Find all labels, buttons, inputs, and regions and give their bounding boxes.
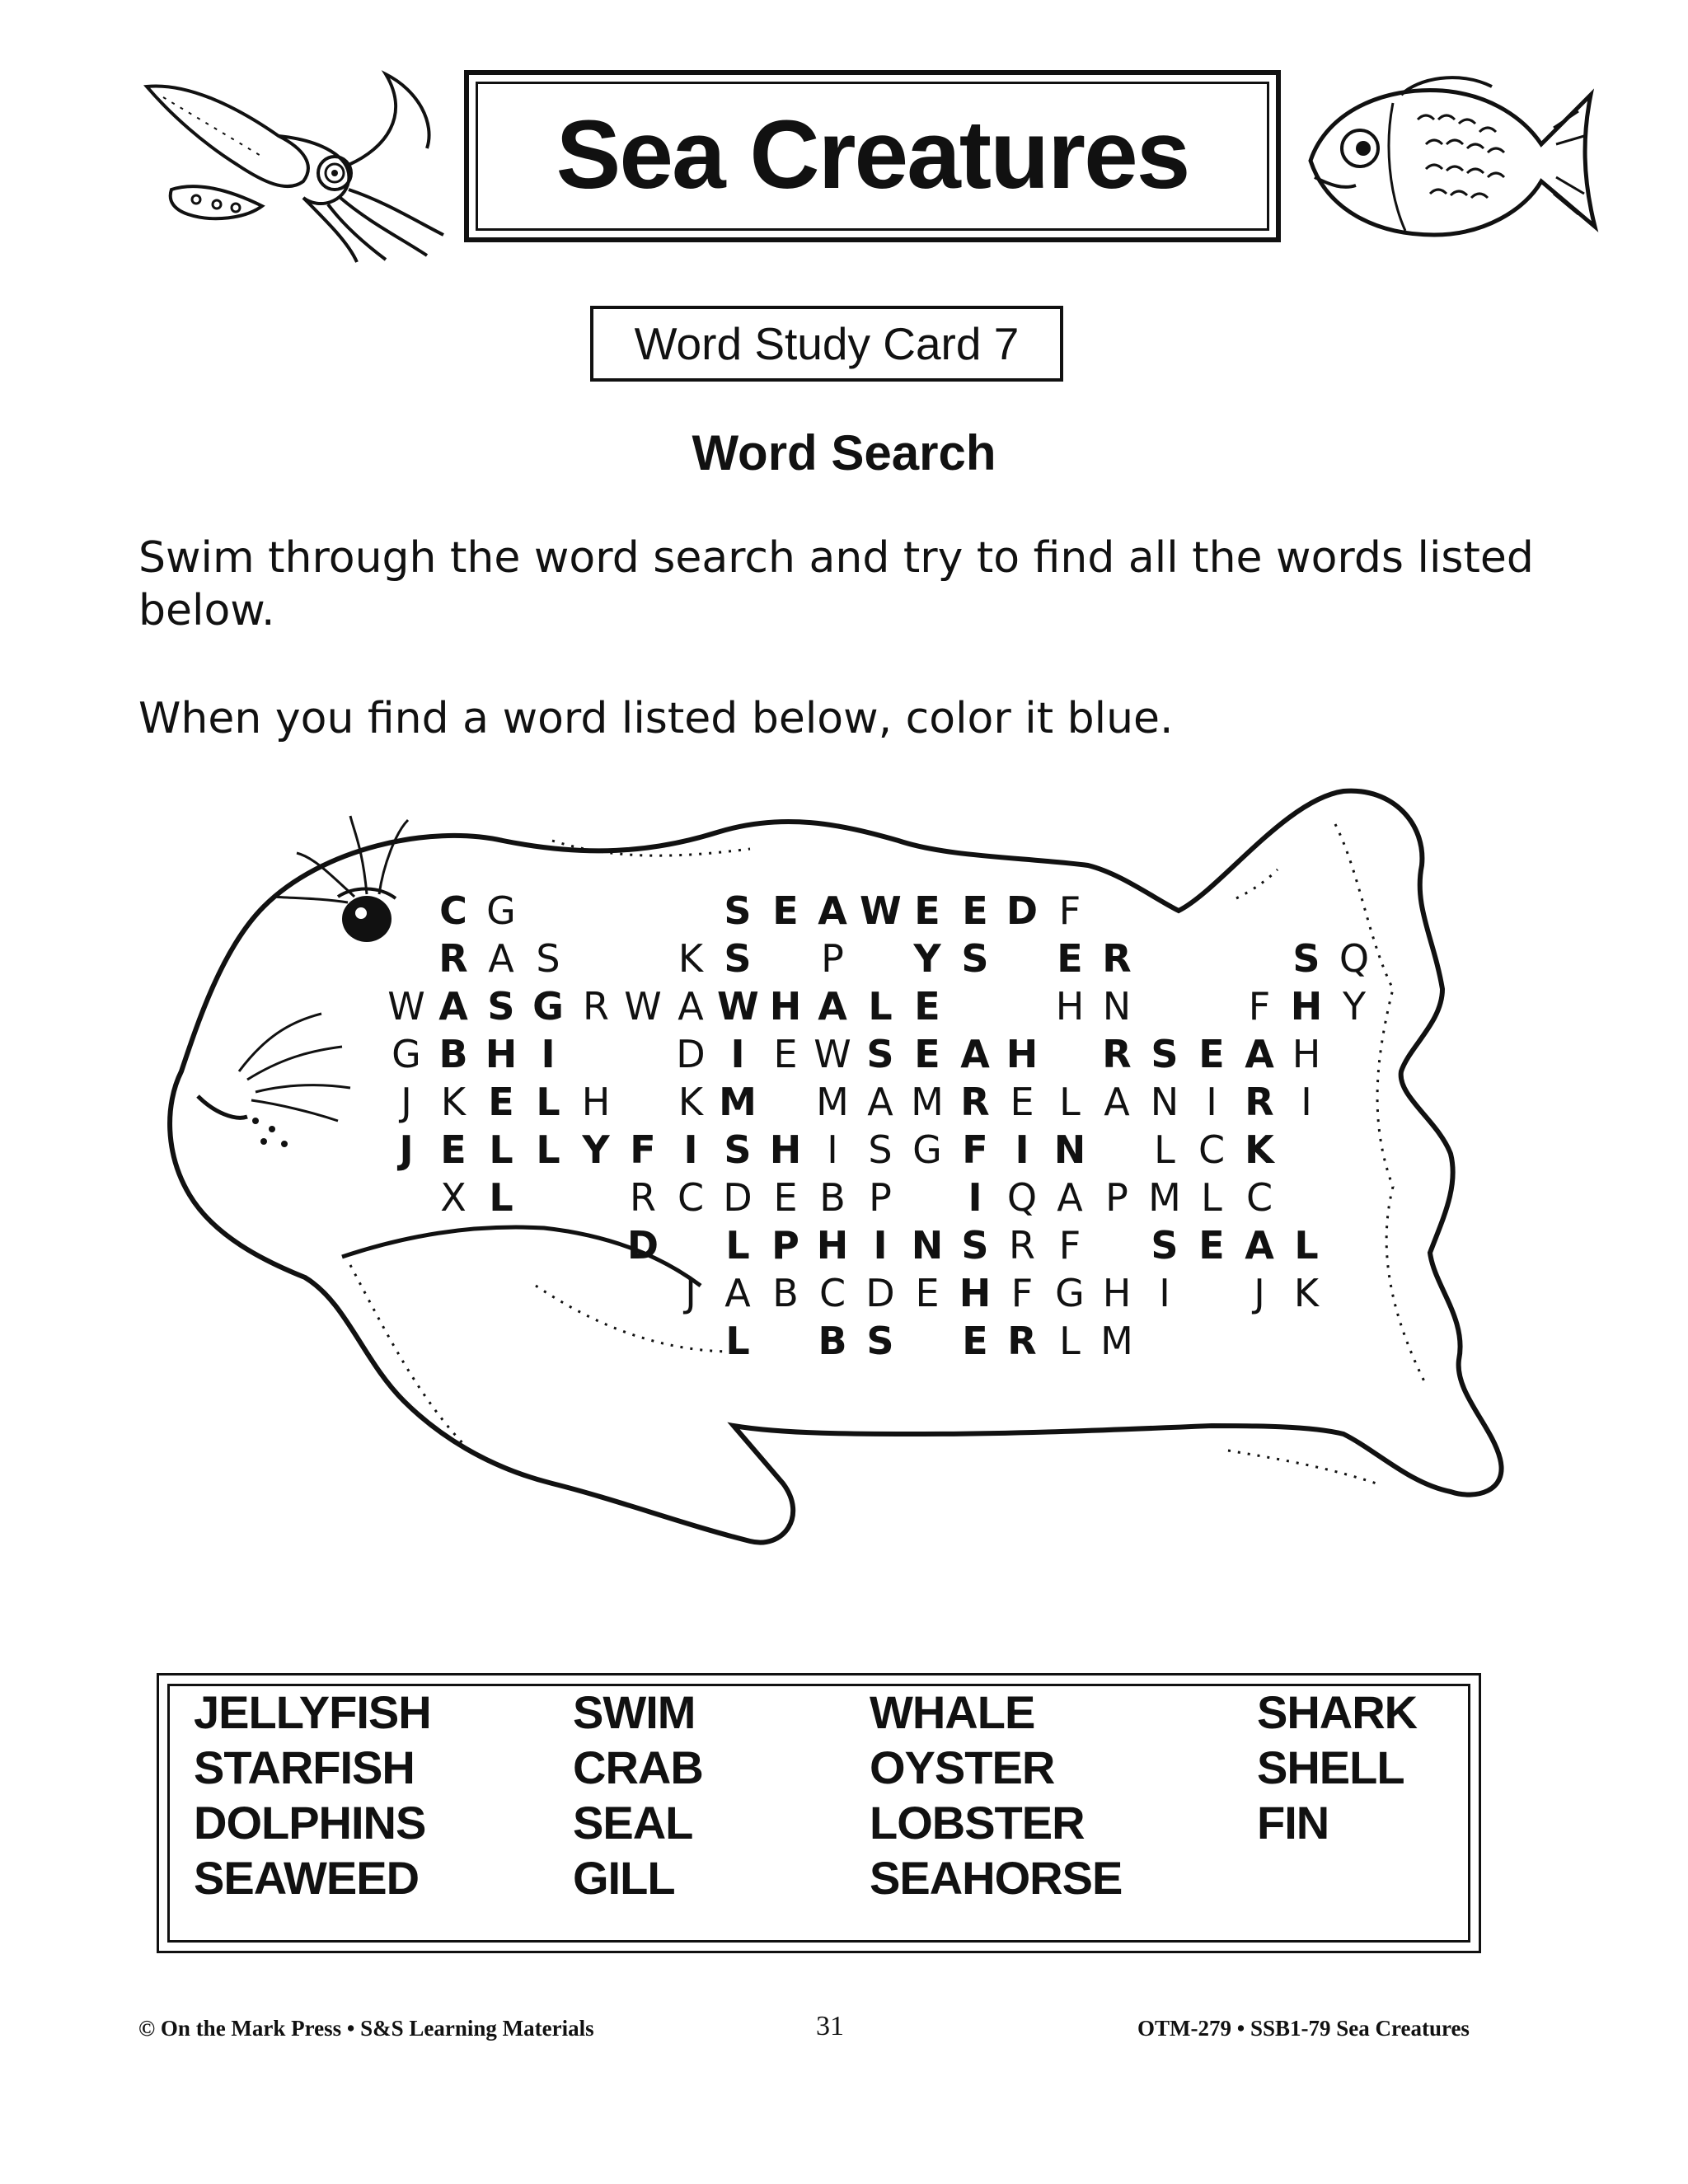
puzzle-letter: E (488, 1080, 514, 1124)
puzzle-letter: E (914, 1032, 940, 1076)
puzzle-letter: M (911, 1080, 944, 1124)
puzzle-letter: N (1053, 1127, 1086, 1172)
puzzle-letter: L (1154, 1127, 1175, 1172)
puzzle-letter: F (1058, 1223, 1081, 1268)
puzzle-letter: E (1010, 1080, 1034, 1124)
puzzle-letter: D (723, 1175, 753, 1220)
puzzle-letter: E (773, 1175, 798, 1220)
puzzle-letter: L (489, 1175, 513, 1220)
puzzle-letter: R (960, 1080, 990, 1124)
puzzle-letter: B (438, 1032, 468, 1076)
puzzle-letter: D (676, 1032, 706, 1076)
puzzle-letter: P (869, 1175, 892, 1220)
puzzle-letter: S (724, 888, 752, 933)
puzzle-letter: L (489, 1127, 513, 1172)
puzzle-letter: H (1055, 984, 1085, 1029)
puzzle-letter: J (685, 1271, 696, 1315)
puzzle-letter: L (868, 984, 893, 1029)
puzzle-letter: S (866, 1319, 894, 1363)
puzzle-letter: W (814, 1032, 851, 1076)
puzzle-letter: S (961, 936, 989, 981)
puzzle-letter: L (725, 1223, 750, 1268)
puzzle-letter: D (1006, 888, 1039, 933)
word-item: JELLYFISH (194, 1686, 431, 1738)
word-item: FIN (1257, 1797, 1329, 1849)
puzzle-letter: Q (1339, 936, 1370, 981)
puzzle-letter: S (868, 1127, 893, 1172)
puzzle-letter: K (1245, 1127, 1274, 1172)
word-item: GILL (573, 1852, 675, 1904)
fish-illustration (1294, 62, 1607, 260)
puzzle-letter: G (486, 888, 516, 933)
puzzle-letter: A (438, 984, 468, 1029)
puzzle-letter: N (1102, 984, 1132, 1029)
puzzle-letter: M (719, 1080, 757, 1124)
puzzle-letter: W (860, 888, 902, 933)
puzzle-letter: H (581, 1080, 611, 1124)
puzzle-letter: H (1290, 984, 1323, 1029)
instruction-2: When you find a word listed below, color it blue. (138, 694, 1174, 743)
puzzle-letter: L (536, 1127, 560, 1172)
puzzle-letter: A (960, 1032, 990, 1076)
puzzle-letter: E (1198, 1223, 1225, 1268)
puzzle-letter: G (1055, 1271, 1085, 1315)
puzzle-letter: S (961, 1223, 989, 1268)
puzzle-letter: M (816, 1080, 849, 1124)
puzzle-letter: S (536, 936, 560, 981)
puzzle-letter: E (962, 1319, 988, 1363)
puzzle-letter: F (1248, 984, 1271, 1029)
puzzle-letter: H (769, 1127, 802, 1172)
puzzle-letter: C (1245, 1175, 1273, 1220)
page-title: Sea Creatures (556, 101, 1189, 209)
word-item: CRAB (573, 1741, 703, 1793)
word-item: DOLPHINS (194, 1797, 426, 1849)
puzzle-letter: F (1058, 888, 1081, 933)
puzzle-letter: D (865, 1271, 895, 1315)
puzzle-letter: Y (913, 936, 941, 981)
puzzle-letter: A (678, 984, 704, 1029)
puzzle-letter: B (818, 1319, 847, 1363)
puzzle-letter: R (1102, 936, 1132, 981)
card-label: Word Study Card 7 (590, 306, 1063, 382)
puzzle-letter: I (1159, 1271, 1170, 1315)
puzzle-letter: K (440, 1080, 467, 1124)
puzzle-letter: R (438, 936, 468, 981)
puzzle-letter: A (724, 1271, 751, 1315)
puzzle-letter: F (962, 1127, 988, 1172)
puzzle-letter: E (1057, 936, 1083, 981)
puzzle-letter: E (914, 888, 940, 933)
puzzle-letter: I (873, 1223, 888, 1268)
puzzle-letter: G (912, 1127, 942, 1172)
puzzle-letter: S (1151, 1032, 1179, 1076)
puzzle-letter: S (724, 936, 752, 981)
puzzle-letter: G (532, 984, 564, 1029)
puzzle-letter: W (387, 984, 425, 1029)
puzzle-letter: S (1292, 936, 1320, 981)
puzzle-letter: I (1301, 1080, 1312, 1124)
puzzle-letter: W (624, 984, 662, 1029)
puzzle-letter: S (1151, 1223, 1179, 1268)
puzzle-letter: H (816, 1223, 849, 1268)
puzzle-letter: J (1254, 1271, 1265, 1315)
puzzle-letter: H (1292, 1032, 1321, 1076)
puzzle-letter: L (1059, 1319, 1081, 1363)
puzzle-letter: P (821, 936, 844, 981)
puzzle-letter: M (1100, 1319, 1133, 1363)
puzzle-letter: C (677, 1175, 705, 1220)
puzzle-letter: A (867, 1080, 893, 1124)
word-item: SHELL (1257, 1741, 1404, 1793)
puzzle-letter: N (1150, 1080, 1179, 1124)
puzzle-letter: H (1102, 1271, 1132, 1315)
puzzle-letter: H (1006, 1032, 1039, 1076)
word-item: OYSTER (870, 1741, 1055, 1793)
puzzle-letter: R (1009, 1223, 1035, 1268)
puzzle-letter: B (819, 1175, 846, 1220)
puzzle-letter: Y (582, 1127, 610, 1172)
puzzle-letter: L (536, 1080, 560, 1124)
puzzle-letter: N (911, 1223, 944, 1268)
puzzle-letter: K (1293, 1271, 1320, 1315)
puzzle-letter: I (730, 1032, 745, 1076)
puzzle-letter: C (818, 1271, 846, 1315)
puzzle-letter: E (915, 1271, 940, 1315)
puzzle-letter: R (630, 1175, 656, 1220)
word-item: STARFISH (194, 1741, 415, 1793)
puzzle-letter: A (1057, 1175, 1083, 1220)
word-item: WHALE (870, 1686, 1035, 1738)
puzzle-letter: F (1010, 1271, 1034, 1315)
puzzle-letter: E (773, 1032, 798, 1076)
word-item: SEAWEED (194, 1852, 420, 1904)
puzzle-letter: E (962, 888, 988, 933)
puzzle-letter: X (440, 1175, 467, 1220)
puzzle-letter: E (440, 1127, 467, 1172)
puzzle-letter: L (725, 1319, 750, 1363)
puzzle-letter: W (717, 984, 759, 1029)
puzzle-letter: E (1198, 1032, 1225, 1076)
word-item: LOBSTER (870, 1797, 1085, 1849)
puzzle-letter: I (683, 1127, 698, 1172)
puzzle-letter: L (1294, 1223, 1319, 1268)
puzzle-letter: C (1198, 1127, 1226, 1172)
puzzle-letter: H (485, 1032, 518, 1076)
word-item: SWIM (573, 1686, 696, 1738)
word-item: SHARK (1257, 1686, 1418, 1738)
puzzle-letter: A (818, 984, 847, 1029)
puzzle-letter: S (866, 1032, 894, 1076)
puzzle-letter: A (1245, 1223, 1274, 1268)
puzzle-letter: P (771, 1223, 799, 1268)
puzzle-letter: I (1206, 1080, 1217, 1124)
puzzle-letter: C (439, 888, 467, 933)
word-item: SEAHORSE (870, 1852, 1123, 1904)
puzzle-letter: H (769, 984, 802, 1029)
instruction-1: Swim through the word search and try to find all the words listed below. (138, 533, 1534, 635)
puzzle-letter: F (630, 1127, 656, 1172)
word-column-2 (573, 1685, 703, 1905)
puzzle-letter: R (1007, 1319, 1037, 1363)
word-column-4 (1257, 1685, 1417, 1850)
puzzle-letter: L (1059, 1080, 1081, 1124)
puzzle-letter: I (541, 1032, 556, 1076)
puzzle-letter: R (583, 984, 609, 1029)
puzzle-letter: R (1102, 1032, 1132, 1076)
puzzle-letter: Q (1006, 1175, 1038, 1220)
puzzle-letter: P (1105, 1175, 1128, 1220)
puzzle-letter: J (399, 1127, 414, 1172)
puzzle-letter: E (772, 888, 799, 933)
word-column-3 (870, 1685, 1122, 1905)
puzzle-letter: I (1015, 1127, 1029, 1172)
page-number: 31 (816, 2011, 844, 2041)
puzzle-letter: A (1104, 1080, 1130, 1124)
puzzle-letter: S (724, 1127, 752, 1172)
puzzle-letter: D (626, 1223, 659, 1268)
squid-illustration (138, 58, 452, 264)
word-column-1 (194, 1685, 431, 1905)
puzzle-letter: L (1201, 1175, 1222, 1220)
puzzle-letter: E (914, 984, 940, 1029)
puzzle-letter: G (392, 1032, 421, 1076)
puzzle-letter: S (487, 984, 515, 1029)
puzzle-letter: M (1148, 1175, 1181, 1220)
puzzle-letter: J (401, 1080, 412, 1124)
puzzle-letter: A (488, 936, 514, 981)
footer-publisher: © On the Mark Press • S&S Learning Materials (138, 2016, 594, 2041)
section-title: Word Search (692, 425, 996, 480)
word-item: SEAL (573, 1797, 693, 1849)
puzzle-letter: A (818, 888, 847, 933)
puzzle-letter: I (968, 1175, 982, 1220)
puzzle-letter: B (772, 1271, 799, 1315)
puzzle-letter: K (678, 936, 704, 981)
puzzle-letter: H (959, 1271, 992, 1315)
puzzle-letter: I (827, 1127, 838, 1172)
puzzle-letter: Y (1342, 984, 1367, 1029)
puzzle-letter: A (1245, 1032, 1274, 1076)
title-box (464, 70, 1281, 242)
puzzle-letter: K (678, 1080, 704, 1124)
footer-series: OTM-279 • SSB1-79 Sea Creatures (1137, 2016, 1470, 2041)
puzzle-letter: R (1245, 1080, 1274, 1124)
